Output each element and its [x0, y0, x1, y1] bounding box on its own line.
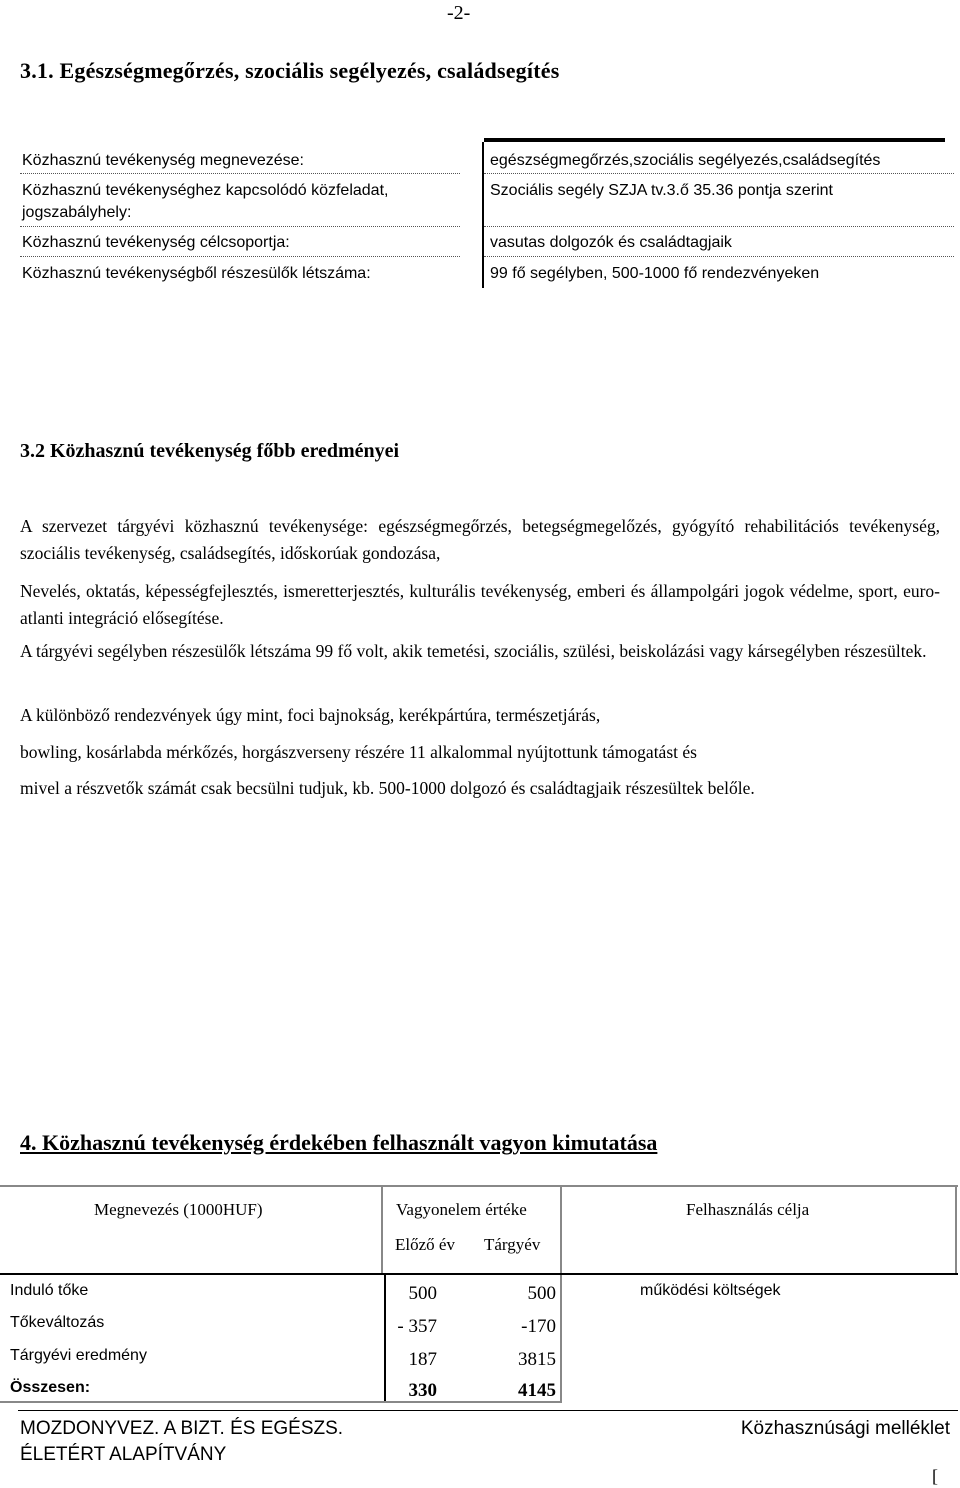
row-name: Tárgyévi eredmény	[10, 1347, 147, 1364]
header-name: Megnevezés (1000HUF)	[94, 1200, 263, 1219]
info-label-public-task: Közhasznú tevékenységhez kapcsolódó közfeladat, jogszabályhely:	[22, 182, 389, 221]
info-value-public-task: Szociális segély SZJA tv.3.ő 35.36 pontja szerint	[490, 182, 833, 199]
row-prev: 187	[408, 1349, 437, 1370]
footer-organization: MOZDONYVEZ. A BIZT. ÉS EGÉSZS. ÉLETÉRT ALAPÍTVÁNY	[20, 1418, 344, 1465]
row-purpose: működési költségek	[640, 1282, 781, 1299]
page-number: -2-	[447, 2, 471, 24]
results-title: 3.2 Közhasznú tevékenység főbb eredményei	[20, 440, 400, 462]
info-value-activity-name: egészségmegőrzés,szociális segélyezés,családsegítés	[490, 152, 881, 169]
table-col-divider	[384, 1275, 386, 1403]
row-name: Tőkeváltozás	[10, 1314, 105, 1331]
info-label-beneficiaries: Közhasznú tevékenységből részesülők létszáma:	[22, 265, 371, 282]
row-curr: -170	[521, 1316, 556, 1337]
paragraph-education: Nevelés, oktatás, képességfejlesztés, ismeretterjesztés, kulturális tevékenység, emberi és állampolgári jogok védelme, sport, euro-atlanti integráció elősegítése.	[20, 581, 940, 628]
header-value: Vagyonelem értéke	[396, 1200, 527, 1219]
assets-table	[0, 1185, 958, 1403]
row-curr: 3815	[518, 1349, 556, 1370]
paragraph-events-2: bowling, kosárlabda mérkőzés, horgászverseny részére 11 alkalommal nyújtottunk támogatást és	[20, 742, 697, 762]
info-label-target-group: Közhasznú tevékenység célcsoportja:	[22, 234, 290, 251]
footer-bracket: [	[932, 1466, 938, 1486]
header-prev-year: Előző év	[395, 1235, 455, 1254]
header-purpose: Felhasználás célja	[686, 1200, 810, 1219]
row-name-total: Összesen:	[10, 1379, 91, 1396]
paragraph-aid-recipients: A tárgyévi segélyben részesülők létszáma 99 fő volt, akik temetési, szociális, szülési, beiskolázási vagy kársegélyben részesültek.	[20, 641, 927, 661]
info-table-divider	[482, 142, 484, 288]
table-col-divider	[381, 1185, 383, 1275]
info-row-separator	[20, 226, 460, 227]
assets-title: 4. Közhasznú tevékenység érdekében felhasznált vagyon kimutatása	[20, 1130, 658, 1155]
row-prev: 500	[408, 1283, 437, 1304]
paragraph-events-1: A különböző rendezvények úgy mint, foci bajnokság, kerékpártúra, természetjárás,	[20, 705, 601, 725]
footer-annex-label: Közhasznúsági melléklet	[740, 1418, 950, 1439]
table-top-border	[0, 1185, 958, 1187]
row-prev: - 357	[397, 1316, 437, 1337]
paragraph-events-3: mivel a részvetők számát csak becsülni tudjuk, kb. 500-1000 dolgozó és családtagjaik részesültek belőle.	[20, 778, 755, 798]
info-table-top-rule	[484, 138, 945, 142]
info-row-separator	[484, 256, 954, 257]
table-header-rule	[0, 1273, 958, 1275]
info-row-separator	[484, 173, 954, 174]
header-current-year: Tárgyév	[484, 1235, 541, 1254]
paragraph-activities: A szervezet tárgyévi közhasznú tevékenysége: egészségmegőrzés, betegségmegelőzés, gyógyító rehabilitációs tevékenység, szociális tevékenység, családsegítés, időskorúak gondozása,	[20, 516, 940, 563]
info-row-separator	[20, 256, 460, 257]
table-col-divider	[560, 1185, 562, 1403]
row-curr: 500	[527, 1283, 556, 1304]
row-name: Induló tőke	[10, 1282, 89, 1299]
table-bottom-border	[0, 1401, 562, 1403]
row-curr-total: 4145	[518, 1380, 556, 1401]
info-value-beneficiaries: 99 fő segélyben, 500-1000 fő rendezvényeken	[490, 265, 820, 282]
info-row-separator	[484, 226, 954, 227]
footer-rule	[18, 1410, 958, 1411]
info-row-separator	[20, 173, 460, 174]
info-label-activity-name: Közhasznú tevékenység megnevezése:	[22, 152, 304, 169]
table-right-border	[955, 1185, 957, 1275]
info-value-target-group: vasutas dolgozók és családtagjaik	[490, 234, 732, 251]
section-title: 3.1. Egészségmegőrzés, szociális segélyezés, családsegítés	[20, 58, 560, 83]
row-prev-total: 330	[408, 1380, 437, 1401]
